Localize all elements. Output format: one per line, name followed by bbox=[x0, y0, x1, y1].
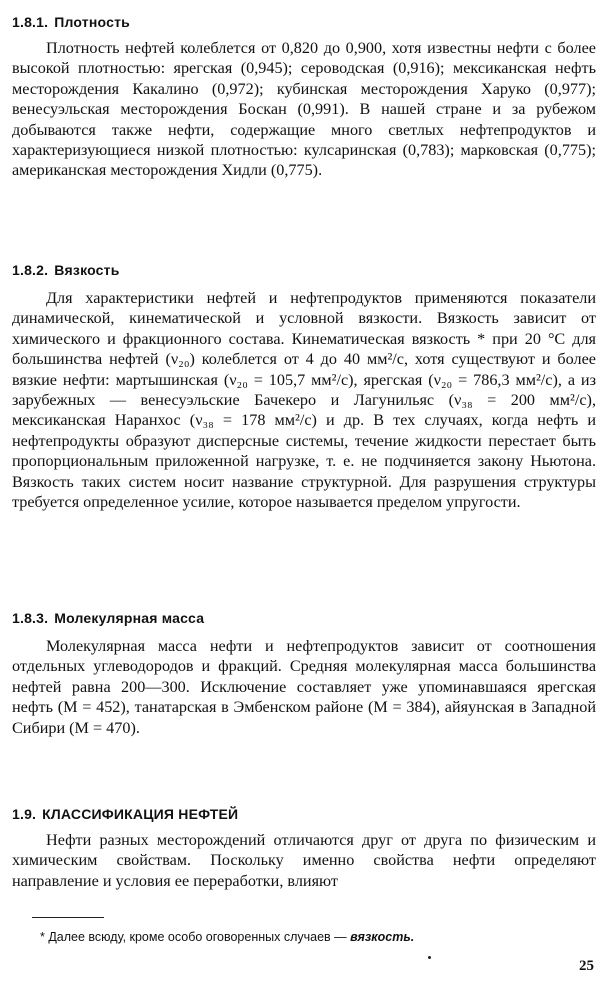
section-number: 1.8.1. bbox=[12, 14, 49, 30]
section-heading-molecular-mass bbox=[12, 610, 204, 626]
footnote bbox=[40, 930, 414, 944]
section-title: Вязкость bbox=[54, 262, 120, 278]
section-heading-density bbox=[12, 14, 130, 30]
section-title: Плотность bbox=[54, 14, 130, 30]
section-heading-classification bbox=[12, 806, 238, 822]
page-number: 25 bbox=[579, 958, 594, 974]
molecular-mass-paragraph: Молекулярная масса нефти и нефтепродуктов зависит от соотношения отдельных углеводородов и фракций. Средняя молекулярная масса большинства нефтей равна 200—300. Исключение составляет уже упоминавшаяся ярегская нефть (М = 452), танатарская в Эмбенском районе (М = 384), айяунская в Западной Сибири (М = 470). bbox=[12, 637, 596, 737]
section-number: 1.8.2. bbox=[12, 262, 49, 278]
section-number: 1.8.3. bbox=[12, 610, 49, 626]
classification-paragraph: Нефти разных месторождений отличаются друг от друга по физическим и химическим свойствам. Поскольку именно свойства нефти определяют направление и условия ее переработки, влияют bbox=[12, 831, 596, 890]
section-title: Молекулярная масса bbox=[54, 610, 205, 626]
section-number: 1.9. bbox=[12, 806, 37, 822]
section-title: КЛАССИФИКАЦИЯ НЕФТЕЙ bbox=[42, 806, 239, 822]
print-speck bbox=[428, 956, 431, 959]
footnote-text: * Далее всюду, кроме особо оговоренных случаев — bbox=[40, 930, 347, 944]
section-heading-viscosity bbox=[12, 262, 120, 278]
footnote-divider bbox=[32, 917, 104, 918]
footnote-emphasis: вязкость. bbox=[350, 930, 415, 944]
density-paragraph: Плотность нефтей колеблется от 0,820 до 0,900, хотя известны нефти с более высокой плотностью: ярегская (0,945); сероводская (0,916); мексиканская нефть месторождения Какалино (0,972); кубинская месторождения Харуко (0,977); венесуэльская месторождения Боскан (0,991). В нашей стране и за рубежом добываются также нефти, содержащие много светлых нефтепродуктов и характеризующиеся низкой плотностью: кулсаринская (0,783); марковская (0,775); американская месторождения Хидли (0,775). bbox=[12, 39, 596, 180]
viscosity-paragraph: Для характеристики нефтей и нефтепродуктов применяются показатели динамической, кинематической и условной вязкости. Вязкость зависит от химического и фракционного состава. Кинематическая вязкость * при 20 °С для большинства нефтей (ν₂₀) колеблется от 4 до 40 мм²/с, хотя существуют и более вязкие нефти: мартышинская (ν₂₀ = 105,7 мм²/с), ярегская (ν₂₀ = 786,3 мм²/с), а из зарубежных — венесуэльские Бачекеро и Лагунильяс (ν₃₈ = 200 мм²/с), мексиканская Наранхос (ν₃₈ = 178 мм²/с) и др. В тех случаях, когда нефть и нефтепродукты образуют дисперсные системы, течение жидкости перестает быть пропорциональным приложенной нагрузке, т. е. не подчиняется закону Ньютона. Вязкость таких систем носит название структурной. Для разрушения структуры требуется определенное усилие, которое называется пределом упругости. bbox=[12, 289, 596, 512]
